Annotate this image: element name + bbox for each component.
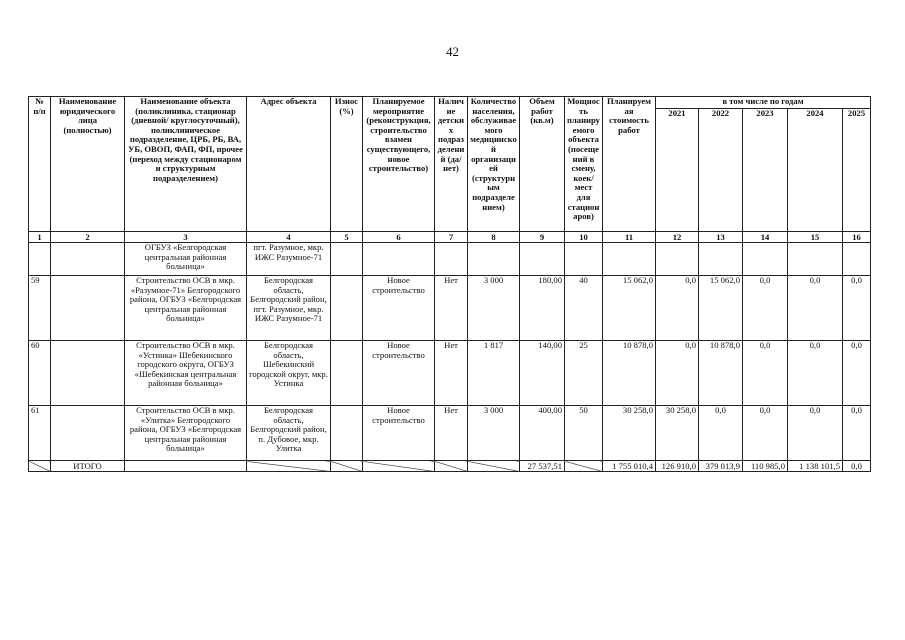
col-number: 10 [565,232,603,243]
col-number: 8 [468,232,520,243]
cell-population: 3 000 [468,406,520,461]
cell-2021: 30 258,0 [656,406,699,461]
cell-2025: 0,0 [843,276,871,341]
cell-cost: 30 258,0 [603,406,656,461]
cell-address: Белгородская область, Белгородский район, п. Дубовое, мкр. Улитка [247,406,331,461]
cell-wear [331,276,363,341]
cell-2022: 15 062,0 [699,276,743,341]
total-empty-cell [125,461,247,472]
cell-2022: 10 878,0 [699,341,743,406]
cell-2023 [743,243,788,276]
header-years-group: в том числе по годам [656,97,871,109]
cell-measure: Новое строительство [363,406,435,461]
cell-population: 3 000 [468,276,520,341]
header-children-units: Наличие детских подразделений (да/нет) [435,97,468,232]
cell-children: Нет [435,341,468,406]
col-number: 12 [656,232,699,243]
cell-address: Белгородская область, Белгородский район, пгт. Разумное, мкр. ИЖС Разумное-71 [247,276,331,341]
cell-children: Нет [435,276,468,341]
cell-2025: 0,0 [843,406,871,461]
total-2023: 110 985,0 [743,461,788,472]
total-cost: 1 755 010,4 [603,461,656,472]
cell-no: 60 [29,341,51,406]
total-label: ИТОГО [51,461,125,472]
cell-legal [51,406,125,461]
cell-address: пгт. Разумное, мкр. ИЖС Разумное-71 [247,243,331,276]
total-diagonal-cell [468,461,520,472]
cell-object: Строительство ОСВ в мкр. «Улитка» Белгородского района, ОГБУЗ «Белгородская центральная районная больница» [125,406,247,461]
cell-address: Белгородская область, Шебекинский городской округ, мкр. Устинка [247,341,331,406]
col-number: 7 [435,232,468,243]
header-year-2022: 2022 [699,109,743,232]
total-2022: 379 013,9 [699,461,743,472]
total-diagonal-cell [565,461,603,472]
header-object-name: Наименование объекта (поликлиника, стационар (дневной/ круглосуточный), поликлиническое подразделение, ЦРБ, РБ, ВА, УБ, ОВОП, ФАП, ФП, прочее (переход между стационаром и структурным подразделением) [125,97,247,232]
cell-no: 59 [29,276,51,341]
header-address: Адрес объекта [247,97,331,232]
investment-table [28,96,871,472]
cell-population [468,243,520,276]
cell-measure: Новое строительство [363,341,435,406]
page-number: 42 [446,44,459,59]
total-diagonal-cell [331,461,363,472]
col-number: 15 [788,232,843,243]
cell-2023: 0,0 [743,406,788,461]
cell-volume: 140,00 [520,341,565,406]
cell-volume: 400,00 [520,406,565,461]
total-2024: 1 138 101,5 [788,461,843,472]
cell-legal [51,341,125,406]
cell-no: 61 [29,406,51,461]
col-number: 13 [699,232,743,243]
col-number: 6 [363,232,435,243]
header-wear: Износ (%) [331,97,363,232]
col-number: 14 [743,232,788,243]
cell-wear [331,243,363,276]
col-number: 11 [603,232,656,243]
cell-object: ОГБУЗ «Белгородская центральная районная больница» [125,243,247,276]
cell-capacity [565,243,603,276]
header-legal-entity: Наименование юридического лица (полностью) [51,97,125,232]
header-year-2024: 2024 [788,109,843,232]
col-number: 16 [843,232,871,243]
header-year-2025: 2025 [843,109,871,232]
cell-2023: 0,0 [743,276,788,341]
total-volume: 27 537,51 [520,461,565,472]
cell-2023: 0,0 [743,341,788,406]
cell-measure: Новое строительство [363,276,435,341]
cell-wear [331,406,363,461]
col-number: 4 [247,232,331,243]
table-row [29,243,871,276]
cell-cost: 10 878,0 [603,341,656,406]
total-diagonal-cell [247,461,331,472]
header-planned-measure: Планируемое мероприятие (реконструкция, строительство взамен существующего, новое строительство) [363,97,435,232]
cell-2022: 0,0 [699,406,743,461]
header-volume: Объем работ (кв.м) [520,97,565,232]
col-number: 9 [520,232,565,243]
table-row [29,276,871,341]
col-number: 5 [331,232,363,243]
cell-object: Строительство ОСВ в мкр. «Устинка» Шебекинского городского округа, ОГБУЗ «Шебекинская центральная районная больница» [125,341,247,406]
cell-wear [331,341,363,406]
cell-population: 1 817 [468,341,520,406]
cell-2021 [656,243,699,276]
cell-2024: 0,0 [788,341,843,406]
col-number: 2 [51,232,125,243]
header-capacity: Мощность планируемого объекта (посещений в смену, коек/мест для стационаров) [565,97,603,232]
header-row [29,97,871,109]
col-number: 1 [29,232,51,243]
total-2025: 0,0 [843,461,871,472]
header-year-2021: 2021 [656,109,699,232]
cell-no [29,243,51,276]
cell-measure [363,243,435,276]
cell-volume: 180,00 [520,276,565,341]
cell-2025: 0,0 [843,341,871,406]
total-diagonal-cell [29,461,51,472]
header-cost: Планируемая стоимость работ [603,97,656,232]
total-diagonal-cell [435,461,468,472]
cell-2021: 0,0 [656,276,699,341]
cell-capacity: 40 [565,276,603,341]
table-row [29,341,871,406]
cell-2025 [843,243,871,276]
table-row [29,406,871,461]
header-no: № п/п [29,97,51,232]
cell-children: Нет [435,406,468,461]
cell-legal [51,276,125,341]
total-row [29,461,871,472]
total-2021: 126 910,0 [656,461,699,472]
col-number: 3 [125,232,247,243]
cell-capacity: 25 [565,341,603,406]
header-year-2023: 2023 [743,109,788,232]
cell-capacity: 50 [565,406,603,461]
cell-2024: 0,0 [788,276,843,341]
cell-2024 [788,243,843,276]
cell-volume [520,243,565,276]
cell-2022 [699,243,743,276]
cell-cost: 15 062,0 [603,276,656,341]
header-population: Количество населения, обслуживаемого медицинской организацией (структурным подразделением) [468,97,520,232]
cell-2024: 0,0 [788,406,843,461]
cell-legal [51,243,125,276]
cell-children [435,243,468,276]
cell-object: Строительство ОСВ в мкр. «Разумное-71» Белгородского района, ОГБУЗ «Белгородская центральная районная больница» [125,276,247,341]
cell-2021: 0,0 [656,341,699,406]
total-diagonal-cell [363,461,435,472]
cell-cost [603,243,656,276]
column-number-row [29,232,871,243]
